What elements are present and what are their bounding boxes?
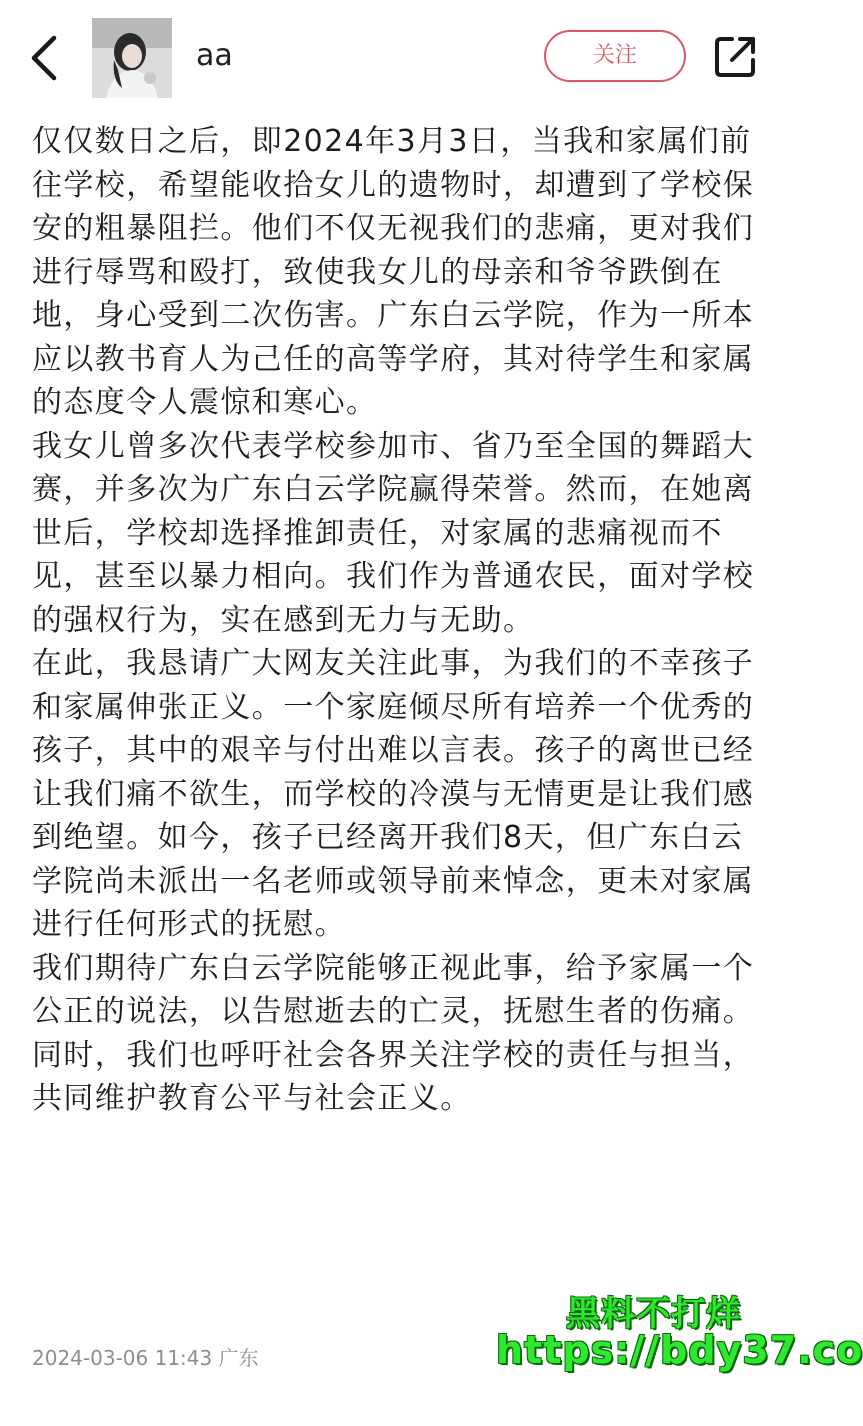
post-body	[32, 120, 772, 1121]
top-bar	[0, 0, 800, 118]
avatar-image	[92, 18, 172, 98]
follow-button[interactable]: 关注	[544, 30, 686, 82]
post-timestamp-location: 2024-03-06 11:43 广东	[32, 1346, 259, 1370]
post-paragraph: 我们期待广东白云学院能够正视此事，给予家属一个公正的说法，以告慰逝去的亡灵，抚慰生者的伤痛。同时，我们也呼吁社会各界关注学校的责任与担当，共同维护教育公平与社会正义。	[32, 950, 755, 1116]
promo-title: 黑料不打烊	[566, 1294, 741, 1334]
post-paragraph: 在此，我恳请广大网友关注此事，为我们的不幸孩子和家属伸张正义。一个家庭倾尽所有培养一个优秀的孩子，其中的艰辛与付出难以言表。孩子的离世已经让我们痛不欲生，而学校的冷漠与无情更是让我们感到绝望。如今，孩子已经离开我们8天，但广东白云学院尚未派出一名老师或领导前来悼念，更未对家属进行任何形式的抚慰。	[32, 646, 755, 942]
promo-url: https://bdy37.co	[496, 1328, 863, 1372]
promo-watermark	[496, 1286, 863, 1416]
post-paragraph: 仅仅数日之后，即2024年3月3日，当我和家属们前往学校，希望能收拾女儿的遗物时，却遭到了学校保安的粗暴阻拦。他们不仅无视我们的悲痛，更对我们进行辱骂和殴打，致使我女儿的母亲和爷爷跌倒在地，身心受到二次伤害。广东白云学院，作为一所本应以教书育人为己任的高等学府，其对待学生和家属的态度令人震惊和寒心。	[32, 124, 755, 420]
share-button[interactable]	[712, 34, 758, 80]
chevron-left-icon	[22, 30, 72, 86]
post-paragraph: 我女儿曾多次代表学校参加市、省乃至全国的舞蹈大赛，并多次为广东白云学院赢得荣誉。然而，在她离世后，学校却选择推卸责任，对家属的悲痛视而不见，甚至以暴力相向。我们作为普通农民，面对学校的强权行为，实在感到无力与无助。	[32, 428, 755, 638]
back-button[interactable]	[22, 30, 72, 86]
username[interactable]: aa	[196, 38, 233, 73]
share-external-icon	[712, 34, 758, 80]
avatar[interactable]	[92, 18, 172, 98]
